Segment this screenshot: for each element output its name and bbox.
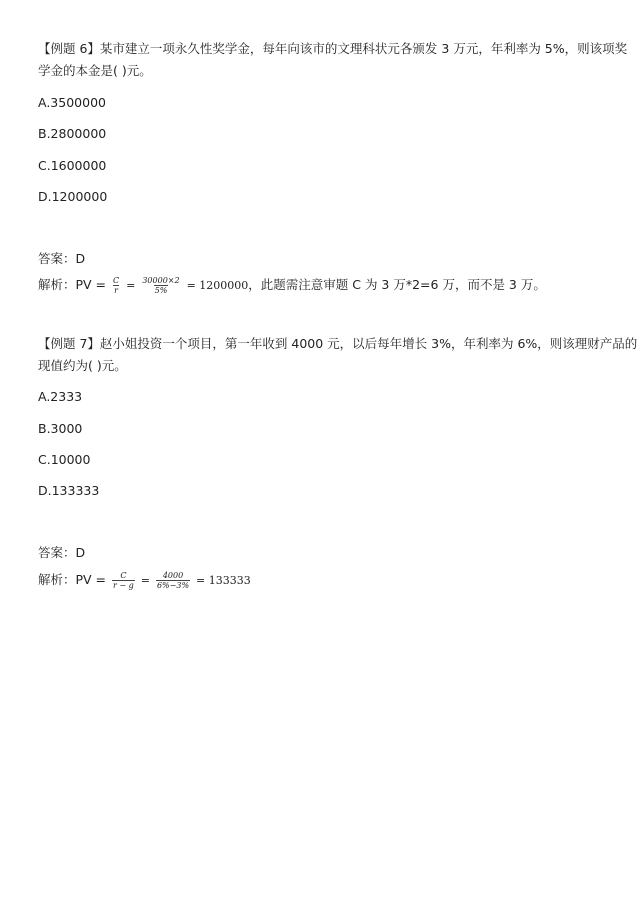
example6-option-b: B.2800000 bbox=[38, 126, 107, 141]
example7-option-b: B.3000 bbox=[38, 421, 83, 436]
example6-option-d: D.1200000 bbox=[38, 189, 108, 204]
example7-explain-prefix: 解析：PV = bbox=[38, 572, 107, 587]
example7-question-line2: 现值约为( )元。 bbox=[38, 358, 127, 373]
example6-fraction-c-over-r bbox=[112, 276, 120, 295]
example6-explanation bbox=[38, 276, 546, 295]
example6-question-line1: 【例题 6】某市建立一项永久性奖学金，每年向该市的文理科状元各颁发 3 万元，年利率为 5%，则该项奖 bbox=[38, 41, 628, 56]
example7-fraction-c-over-r-minus-g bbox=[112, 571, 135, 590]
example6-frac1-denominator: r bbox=[114, 286, 118, 295]
example6-option-c: C.1600000 bbox=[38, 158, 107, 173]
example7-frac1-numerator: C bbox=[120, 571, 127, 580]
example7-fraction-values bbox=[156, 571, 190, 590]
example6-result: = 1200000 bbox=[186, 279, 249, 292]
example7-result: = 133333 bbox=[196, 574, 251, 587]
example6-frac1-numerator: C bbox=[113, 276, 120, 285]
example7-answer: 答案：D bbox=[38, 545, 86, 560]
example6-fraction-values bbox=[141, 276, 180, 295]
example6-option-a: A.3500000 bbox=[38, 95, 106, 110]
example7-option-c: C.10000 bbox=[38, 452, 91, 467]
example7-option-d: D.133333 bbox=[38, 483, 100, 498]
example6-question-line2: 学金的本金是( )元。 bbox=[38, 63, 152, 78]
example7-explanation bbox=[38, 571, 251, 590]
example6-answer: 答案：D bbox=[38, 251, 86, 266]
example7-frac1-denominator: r − g bbox=[113, 581, 134, 590]
example7-question-line1: 【例题 7】赵小姐投资一个项目，第一年收到 4000 元，以后每年增长 3%，年利率为 6%，则该理财产品的 bbox=[38, 336, 638, 351]
example7-frac2-numerator: 4000 bbox=[162, 571, 184, 580]
equals-sign: = bbox=[140, 574, 150, 587]
example7-frac2-denominator: 6%−3% bbox=[156, 581, 190, 590]
equals-sign: = bbox=[126, 279, 136, 292]
example6-frac2-numerator: 30000×2 bbox=[142, 276, 180, 285]
example7-option-a: A.2333 bbox=[38, 389, 83, 404]
example6-frac2-denominator: 5% bbox=[154, 286, 168, 295]
example6-explain-prefix: 解析：PV = bbox=[38, 277, 107, 292]
example6-explain-suffix: ，此题需注意审题 C 为 3 万*2=6 万，而不是 3 万。 bbox=[248, 277, 546, 292]
